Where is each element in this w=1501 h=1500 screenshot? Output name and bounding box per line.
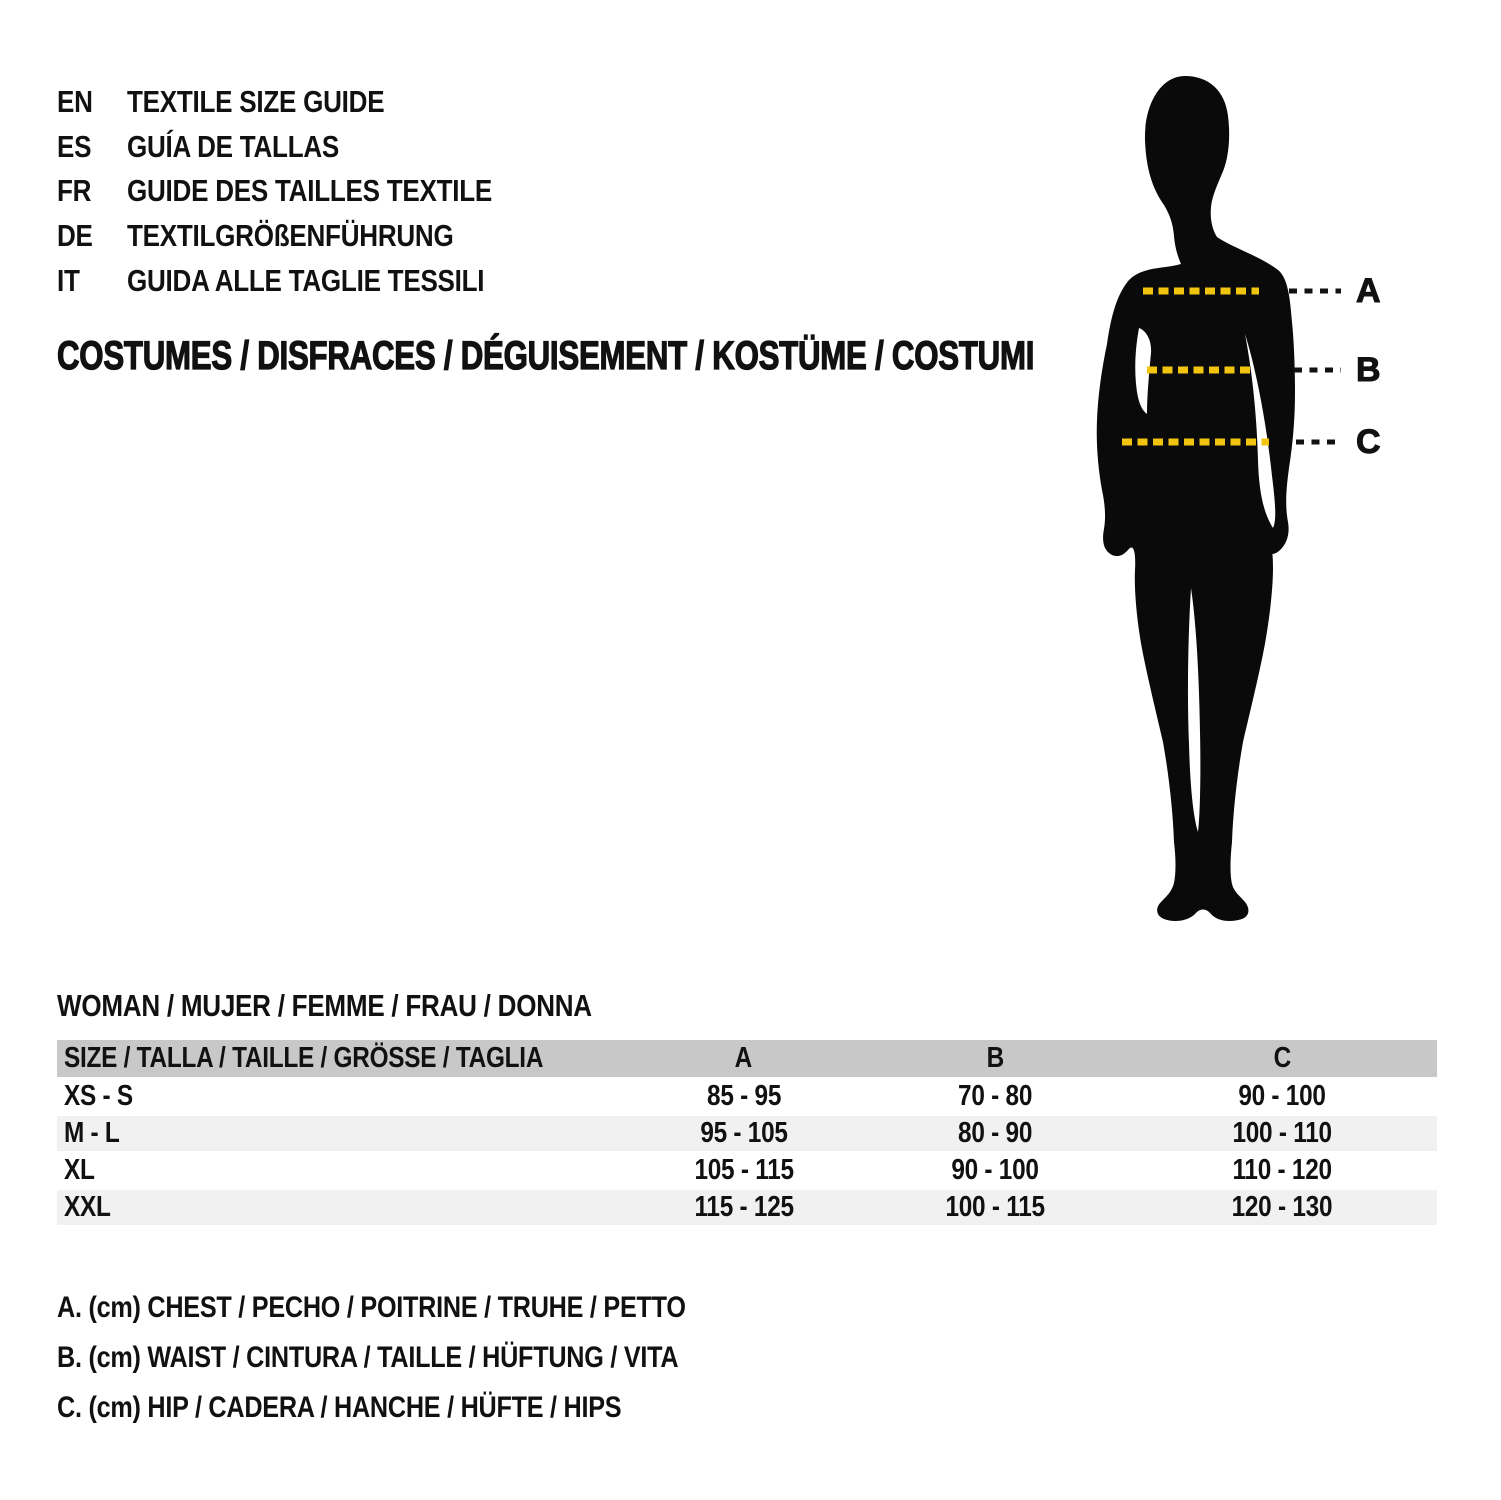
language-title: TEXTILGRÖßENFÜHRUNG (127, 218, 454, 254)
hip-range-cell: 110 - 120 (1232, 1154, 1332, 1186)
table-row-xs-s (57, 1077, 1437, 1114)
language-row-it (57, 258, 562, 303)
column-header-a: A (734, 1042, 753, 1074)
hip-range-cell: 100 - 110 (1232, 1117, 1332, 1149)
table-row-xl (57, 1151, 1437, 1188)
table-row-xxl (57, 1188, 1437, 1225)
language-title: GUÍA DE TALLAS (127, 128, 340, 164)
legend-waist: B. (cm) WAIST / CINTURA / TAILLE / HÜFTUNG / VITA (57, 1341, 679, 1374)
column-header-b: B (986, 1042, 1005, 1074)
language-code: FR (57, 173, 92, 209)
table-row-m-l (57, 1114, 1437, 1151)
size-cell: XL (64, 1154, 95, 1186)
size-column-header: SIZE / TALLA / TAILLE / GRÖSSE / TAGLIA (64, 1042, 544, 1074)
language-code: DE (57, 218, 93, 254)
column-header-c: C (1273, 1042, 1291, 1074)
chest-range-cell: 115 - 125 (693, 1191, 794, 1223)
size-table (57, 1040, 1437, 1225)
legend-hip: C. (cm) HIP / CADERA / HANCHE / HÜFTE / HIPS (57, 1391, 622, 1424)
chest-range-cell: 95 - 105 (699, 1117, 788, 1149)
language-title: GUIDA ALLE TAGLIE TESSILI (127, 262, 485, 298)
marker-letter-a: A (1356, 272, 1381, 310)
language-title: GUIDE DES TAILLES TEXTILE (127, 173, 493, 209)
language-title: TEXTILE SIZE GUIDE (127, 84, 385, 120)
legend-chest: A. (cm) CHEST / PECHO / POITRINE / TRUHE / PETTO (57, 1291, 686, 1324)
marker-letter-c: C (1356, 423, 1381, 461)
size-cell: XS - S (64, 1080, 133, 1112)
hip-range-cell: 120 - 130 (1231, 1191, 1333, 1223)
language-row-en (57, 80, 562, 125)
language-list (57, 80, 562, 303)
measurement-legend (57, 1283, 805, 1433)
language-row-fr (57, 169, 562, 214)
waist-range-cell: 100 - 115 (945, 1191, 1046, 1223)
language-code: IT (57, 262, 80, 298)
language-code: ES (57, 128, 92, 164)
section-title-woman: WOMAN / MUJER / FEMME / FRAU / DONNA (57, 988, 592, 1023)
size-cell: M - L (64, 1117, 120, 1149)
chest-range-cell: 105 - 115 (693, 1154, 794, 1186)
size-table-header-row (57, 1040, 1437, 1077)
waist-range-cell: 70 - 80 (958, 1080, 1033, 1112)
language-code: EN (57, 84, 93, 120)
waist-range-cell: 90 - 100 (951, 1154, 1040, 1186)
hip-range-cell: 90 - 100 (1238, 1080, 1326, 1112)
woman-silhouette-figure (1085, 76, 1345, 926)
category-heading: COSTUMES / DISFRACES / DÉGUISEMENT / KOSTÜME / COSTUMI (57, 334, 1035, 378)
language-row-es (57, 125, 562, 170)
language-row-de (57, 214, 562, 259)
waist-range-cell: 80 - 90 (958, 1117, 1033, 1149)
size-cell: XXL (64, 1191, 111, 1223)
marker-letter-b: B (1356, 351, 1381, 389)
chest-range-cell: 85 - 95 (706, 1080, 781, 1112)
